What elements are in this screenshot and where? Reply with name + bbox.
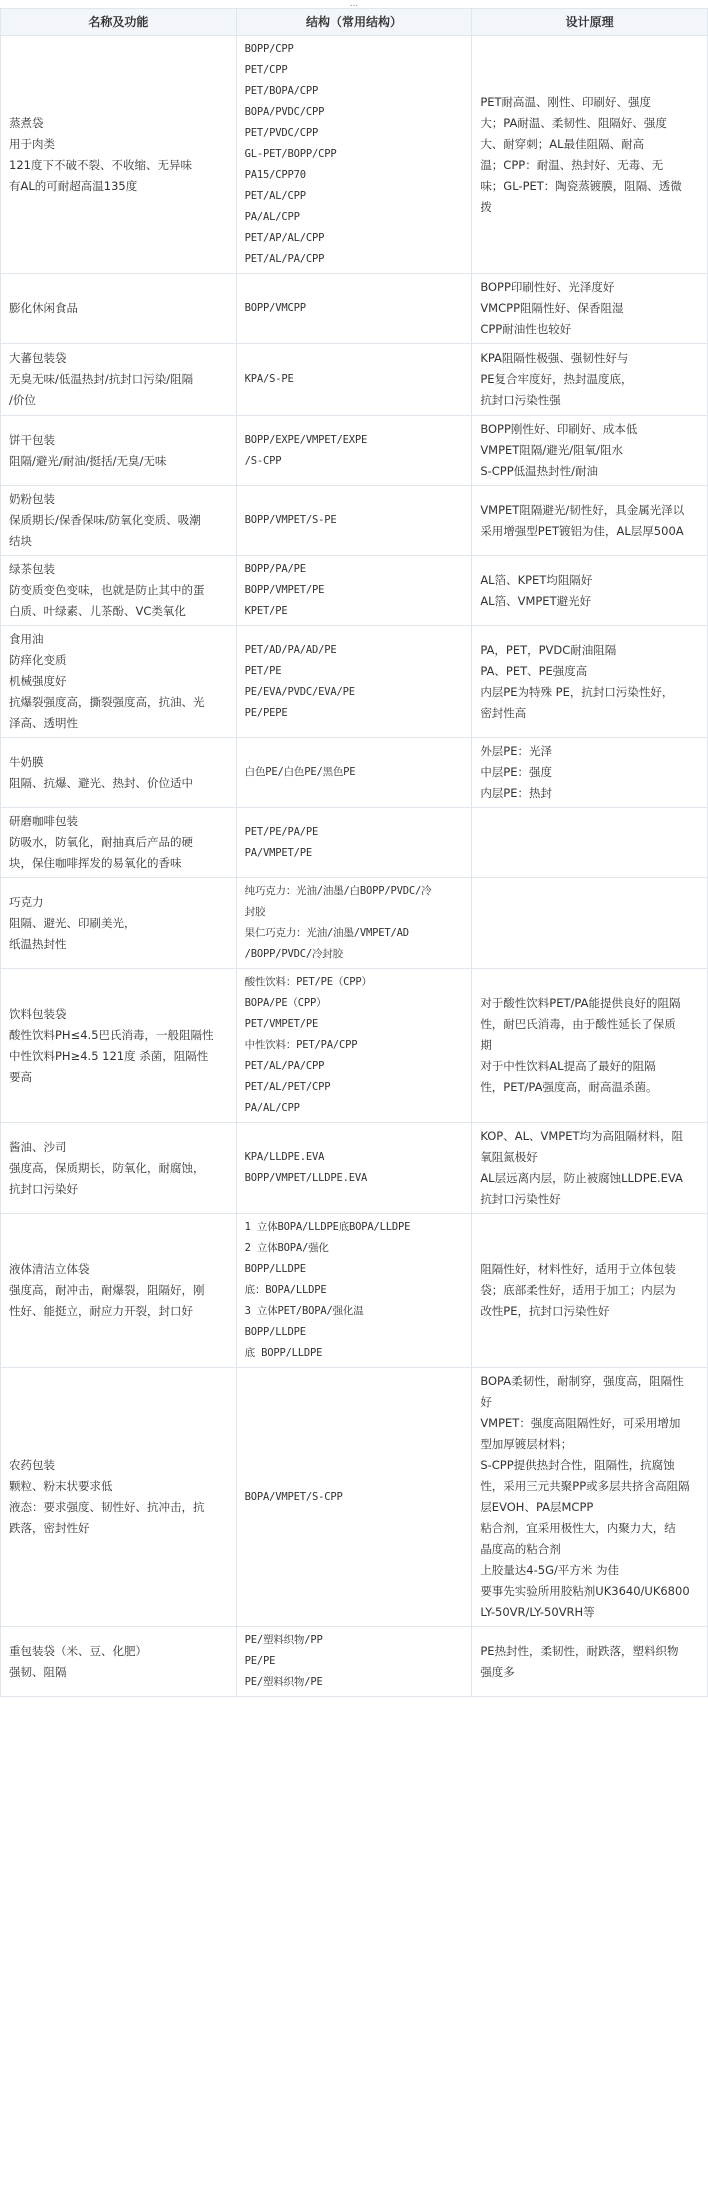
cell-structure-line: PET/AL/PA/CPP xyxy=(244,253,325,265)
cell-structure-line: PE/PEPE xyxy=(244,706,288,719)
cell-principle-line: BOPA柔韧性，耐制穿，强度高，阻隔性 xyxy=(480,1374,684,1388)
cell-structure-line: BOPP/VMPET/PE xyxy=(244,584,325,596)
cell-structure-line: BOPP/EXPE/VMPET/EXPE xyxy=(244,433,368,446)
cell-structure-line: PET/BOPA/CPP xyxy=(244,85,319,97)
cell-principle-line: KOP、AL、VMPET均为高阻隔材料，阻 xyxy=(480,1129,683,1143)
cell-structure-line: KPA/LLDPE.EVA xyxy=(244,1151,325,1163)
cell-name-line: 防变质变色变味，也就是防止其中的蛋 xyxy=(9,583,205,597)
cell-principle-line: 性，耐巴氏消毒，由于酸性延长了保质 xyxy=(480,1017,676,1031)
cell-structure-line: 底 BOPP/LLDPE xyxy=(244,1347,323,1359)
header-principle: 设计原理 xyxy=(472,9,708,36)
table-row xyxy=(1,738,708,808)
cell-structure-line: BOPP/PA/PE xyxy=(244,563,306,575)
cell-principle-line: 外层PE：光泽 xyxy=(480,744,553,758)
cell-principle xyxy=(472,969,708,1123)
table-row xyxy=(1,556,708,626)
cell-principle xyxy=(472,274,708,344)
cell-structure-line: 白色PE/白色PE/黑色PE xyxy=(244,766,356,778)
cell-name-line: 抗封口污染好 xyxy=(9,1181,78,1196)
cell-name xyxy=(1,626,237,738)
cell-principle-line: 层EVOH、PA层MCPP xyxy=(480,1500,594,1514)
cell-name xyxy=(1,344,237,416)
cell-name-line: 液体清洁立体袋 xyxy=(9,1262,90,1276)
cell-name-line: 防吸水，防氧化，耐抽真后产品的硬 xyxy=(9,835,193,849)
cell-name-line: 无臭无味/低温热封/抗封口污染/阻隔 xyxy=(9,372,194,386)
header-name: 名称及功能 xyxy=(1,9,237,36)
table-body xyxy=(1,36,708,1697)
cell-structure-line: PET/AD/PA/AD/PE xyxy=(244,643,337,656)
cell-principle-line: 大；PA耐温、柔韧性、阻隔好、强度 xyxy=(480,115,667,130)
cell-name-line: 饼干包装 xyxy=(9,432,55,447)
cell-principle-line: 采用增强型PET镀铝为佳，AL层厚500A xyxy=(480,523,684,538)
cell-principle-line: PA、PET、PE强度高 xyxy=(480,663,588,678)
cell-principle xyxy=(472,1123,708,1214)
cell-principle xyxy=(472,1627,708,1697)
cell-structure xyxy=(236,1368,472,1627)
cell-principle xyxy=(472,556,708,626)
cell-name xyxy=(1,416,237,486)
cell-structure xyxy=(236,808,472,878)
cell-structure-line: BOPP/VMCPP xyxy=(244,302,306,314)
cell-name-line: 有AL的可耐超高温135度 xyxy=(9,178,138,193)
cell-structure-line: PE/塑料织物/PE xyxy=(244,1676,323,1688)
cell-name-line: 块，保住咖啡挥发的易氧化的香味 xyxy=(9,856,182,870)
cell-name-line: 酸性饮料PH≤4.5巴氏消毒，一般阻隔性 xyxy=(9,1027,214,1042)
cell-principle-line: CPP耐油性也较好 xyxy=(480,322,572,336)
cell-principle-line: PET耐高温、刚性、印刷好、强度 xyxy=(480,94,652,109)
cell-principle-line: PE热封性，柔韧性，耐跌落，塑料织物 xyxy=(480,1643,679,1658)
cell-structure xyxy=(236,1627,472,1697)
cell-principle-line: KPA阻隔性极强、强韧性好与 xyxy=(480,351,629,365)
cell-structure-line: /BOPP/PVDC/冷封胶 xyxy=(244,948,343,960)
packaging-table xyxy=(0,8,708,1697)
cell-name-line: 农药包装 xyxy=(9,1458,55,1472)
cell-name-line: 强度高，保质期长，防氧化，耐腐蚀， xyxy=(9,1160,205,1175)
cell-principle-line: 温；CPP：耐温、热封好、无毒、无 xyxy=(480,157,664,172)
cell-principle-line: 对于酸性饮料PET/PA能提供良好的阻隔 xyxy=(480,996,681,1010)
cell-structure-line: PET/PVDC/CPP xyxy=(244,127,319,139)
cell-name-line: 保质期长/保香保味/防氧化变质、吸潮 xyxy=(9,513,201,527)
cell-principle-line: 阻隔性好，材料性好，适用于立体包装 xyxy=(480,1262,676,1276)
cell-principle-line: 改性PE，抗封口污染性好 xyxy=(480,1304,610,1318)
cell-name-line: 跌落，密封性好 xyxy=(9,1521,90,1535)
cell-structure-line: 底：BOPA/LLDPE xyxy=(244,1284,327,1296)
cell-principle xyxy=(472,878,708,969)
cell-principle-line: 强度多 xyxy=(480,1664,515,1679)
cell-principle-line: S-CPP低温热封性/耐油 xyxy=(480,464,599,478)
cell-principle xyxy=(472,344,708,416)
cell-principle-line: 密封性高 xyxy=(480,705,527,720)
cell-principle-line: S-CPP提供热封合性，阻隔性，抗腐蚀 xyxy=(480,1458,675,1472)
cell-structure-line: BOPP/CPP xyxy=(244,43,294,55)
cell-principle-line: 袋；底部柔性好，适用于加工；内层为 xyxy=(480,1283,676,1297)
cell-principle-line: PA，PET，PVDC耐油阻隔 xyxy=(480,642,617,657)
cell-name-line: 阻隔、避光、印刷美光， xyxy=(9,915,136,930)
cell-name xyxy=(1,1627,237,1697)
cell-structure-line: 果仁巧克力：光油/油墨/VMPET/AD xyxy=(244,927,409,939)
cell-principle-line: VMPET阻隔避光/韧性好，具金属光泽以 xyxy=(480,502,685,517)
cell-name-line: 抗爆裂强度高，撕裂强度高，抗油、光 xyxy=(9,695,205,709)
cell-name xyxy=(1,1214,237,1368)
cell-name xyxy=(1,738,237,808)
cell-principle-line: 粘合剂，宜采用极性大，内聚力大，结 xyxy=(480,1521,676,1535)
cell-name-line: 中性饮料PH≥4.5 121度 杀菌，阻隔性 xyxy=(9,1048,209,1063)
table-row xyxy=(1,808,708,878)
cell-name xyxy=(1,969,237,1123)
cell-principle-line: AL层远离内层，防止被腐蚀LLDPE.EVA xyxy=(480,1171,683,1185)
header-structure: 结构（常用结构） xyxy=(236,9,472,36)
cell-name-line: 大蕃包装袋 xyxy=(9,351,67,365)
cell-structure xyxy=(236,1214,472,1368)
cell-principle xyxy=(472,1214,708,1368)
cell-principle xyxy=(472,808,708,878)
cell-structure-line: BOPP/LLDPE xyxy=(244,1263,306,1275)
cell-principle xyxy=(472,416,708,486)
cell-structure-line: PET/CPP xyxy=(244,64,288,76)
cell-principle-line: 内层PE为特殊 PE，抗封口污染性好， xyxy=(480,684,674,699)
cell-principle-line: 期 xyxy=(480,1038,492,1052)
cell-structure xyxy=(236,274,472,344)
cell-structure-line: BOPA/PVDC/CPP xyxy=(244,106,325,118)
cell-name-line: 121度下不破不裂、不收缩、无异味 xyxy=(9,157,192,172)
cell-principle-line: VMPET阻隔/避光/阻氧/阻水 xyxy=(480,443,623,457)
cell-structure-line: KPET/PE xyxy=(244,605,288,617)
cell-structure-line: GL-PET/BOPP/CPP xyxy=(244,148,337,160)
cell-structure-line: 纯巧克力：光油/油墨/白BOPP/PVDC/冷 xyxy=(244,885,432,897)
cell-name xyxy=(1,1368,237,1627)
cell-principle xyxy=(472,36,708,274)
cell-structure-line: BOPP/LLDPE xyxy=(244,1326,306,1338)
cell-structure-line: PET/AL/CPP xyxy=(244,190,306,202)
cell-principle-line: 抗封口污染性好 xyxy=(480,1192,561,1206)
cell-structure xyxy=(236,344,472,416)
cell-name xyxy=(1,808,237,878)
cell-name xyxy=(1,274,237,344)
cell-name-line: 巧克力 xyxy=(9,894,44,909)
cell-principle-line: PE复合牢度好，热封温度底， xyxy=(480,372,633,386)
cell-structure-line: PET/AL/PET/CPP xyxy=(244,1081,331,1093)
table-row xyxy=(1,1627,708,1697)
cell-principle-line: 内层PE：热封 xyxy=(480,786,553,800)
cell-principle xyxy=(472,1368,708,1627)
cell-structure-line: BOPA/VMPET/S-CPP xyxy=(244,1490,343,1503)
cell-name-line: 性好、能挺立，耐应力开裂，封口好 xyxy=(9,1304,193,1318)
cell-principle-line: 拨 xyxy=(480,199,492,214)
cell-name xyxy=(1,878,237,969)
table-row xyxy=(1,969,708,1123)
cell-name-line: 白质、叶绿素、儿茶酚、VC类氧化 xyxy=(9,604,186,618)
cell-name-line: 纸温热封性 xyxy=(9,936,67,951)
cell-structure-line: PA/VMPET/PE xyxy=(244,846,312,859)
table-row xyxy=(1,1368,708,1627)
cell-principle xyxy=(472,626,708,738)
cell-principle-line: BOPP印刷性好、光泽度好 xyxy=(480,280,615,294)
cell-name-line: 防痒化变质 xyxy=(9,653,67,667)
cell-name xyxy=(1,486,237,556)
cell-principle-line: 大、耐穿刺；AL最佳阻隔、耐高 xyxy=(480,136,645,151)
table-row xyxy=(1,1123,708,1214)
cell-structure-line: 酸性饮料：PET/PE（CPP） xyxy=(244,976,372,988)
cell-structure xyxy=(236,1123,472,1214)
cell-structure-line: KPA/S-PE xyxy=(244,373,294,385)
cell-principle-line: 性，PET/PA强度高，耐高温杀菌。 xyxy=(480,1080,658,1094)
cell-name-line: 液态：要求强度、韧性好、抗冲击，抗 xyxy=(9,1500,205,1514)
cell-structure-line: 中性饮料：PET/PA/CPP xyxy=(244,1039,358,1051)
cell-structure-line: PET/AP/AL/CPP xyxy=(244,232,325,244)
cell-structure xyxy=(236,36,472,274)
cell-name xyxy=(1,556,237,626)
cell-structure-line: PA/AL/CPP xyxy=(244,1102,300,1114)
cell-principle-line: VMPET：强度高阻隔性好，可采用增加 xyxy=(480,1416,681,1430)
cell-structure xyxy=(236,486,472,556)
cell-principle-line: 上胶量达4-5G/平方米 为佳 xyxy=(480,1563,620,1577)
cell-name-line: 重包装袋（米、豆、化肥） xyxy=(9,1643,147,1658)
cell-structure-line: 3 立体PET/BOPA/强化温 xyxy=(244,1305,364,1317)
cell-structure xyxy=(236,738,472,808)
cell-name-line: 要高 xyxy=(9,1069,32,1084)
table-row xyxy=(1,36,708,274)
cell-structure xyxy=(236,878,472,969)
cell-principle-line: LY-50VR/LY-50VRH等 xyxy=(480,1605,595,1619)
cell-principle-line: 对于中性饮料AL提高了最好的阻隔 xyxy=(480,1059,656,1073)
table-row xyxy=(1,1214,708,1368)
cell-structure-line: BOPP/VMPET/S-PE xyxy=(244,514,337,526)
cell-principle xyxy=(472,486,708,556)
cell-name-line: 绿茶包装 xyxy=(9,562,55,576)
cell-name-line: 膨化休闲食品 xyxy=(9,301,78,315)
cell-structure-line: 封胶 xyxy=(244,906,266,918)
cell-principle-line: 要事先实验所用胶粘剂UK3640/UK6800 xyxy=(480,1584,690,1598)
cell-name-line: 研磨咖啡包装 xyxy=(9,814,78,828)
cell-principle-line: 晶度高的粘合剂 xyxy=(480,1542,561,1556)
table-caption: ... xyxy=(349,0,359,8)
cell-structure-line: PET/PE xyxy=(244,664,282,677)
cell-name-line: 泽高、透明性 xyxy=(9,716,78,730)
cell-structure-line: PA15/CPP70 xyxy=(244,169,306,181)
cell-structure-line: 2 立体BOPA/强化 xyxy=(244,1242,329,1254)
cell-principle xyxy=(472,738,708,808)
cell-structure xyxy=(236,416,472,486)
cell-principle-line: 性，采用三元共聚PP或多层共挤含高阻隔 xyxy=(480,1479,690,1493)
cell-principle-line: AL箔、KPET均阻隔好 xyxy=(480,572,593,587)
cell-name xyxy=(1,1123,237,1214)
cell-principle-line: 好 xyxy=(480,1395,492,1409)
cell-structure xyxy=(236,969,472,1123)
cell-principle-line: 型加厚镀层材料； xyxy=(480,1437,573,1451)
cell-name-line: 结块 xyxy=(9,534,32,548)
cell-structure-line: PA/AL/CPP xyxy=(244,211,300,223)
cell-name-line: 机械强度好 xyxy=(9,674,67,688)
cell-name-line: /价位 xyxy=(9,393,36,407)
cell-name-line: 阻隔、抗爆、避光、热封、价位适中 xyxy=(9,775,193,790)
cell-name-line: 阻隔/避光/耐油/挺括/无臭/无味 xyxy=(9,453,167,468)
cell-name-line: 酱油、沙司 xyxy=(9,1139,67,1154)
cell-principle-line: 抗封口污染性强 xyxy=(480,393,561,407)
cell-structure-line: PET/AL/PA/CPP xyxy=(244,1060,325,1072)
cell-structure xyxy=(236,556,472,626)
cell-name-line: 奶粉包装 xyxy=(9,492,55,506)
cell-name-line: 牛奶膜 xyxy=(9,754,44,769)
table-row xyxy=(1,416,708,486)
cell-name-line: 强韧、阻隔 xyxy=(9,1664,67,1679)
table-row xyxy=(1,626,708,738)
cell-principle-line: 中层PE：强度 xyxy=(480,765,553,779)
cell-principle-line: AL箔、VMPET避光好 xyxy=(480,593,592,608)
cell-structure-line: PET/PE/PA/PE xyxy=(244,825,319,838)
cell-structure-line: PET/VMPET/PE xyxy=(244,1018,319,1030)
cell-principle-line: 氧阻氮极好 xyxy=(480,1150,538,1164)
cell-structure-line: /S-CPP xyxy=(244,454,282,467)
table-row xyxy=(1,274,708,344)
cell-structure-line: BOPA/PE（CPP） xyxy=(244,997,327,1009)
cell-structure xyxy=(236,626,472,738)
cell-structure-line: PE/塑料织物/PP xyxy=(244,1634,323,1646)
cell-structure-line: BOPP/VMPET/LLDPE.EVA xyxy=(244,1172,368,1184)
cell-name-line: 颗粒、粉末状要求低 xyxy=(9,1479,113,1493)
cell-structure-line: 1 立体BOPA/LLDPE底BOPA/LLDPE xyxy=(244,1221,411,1233)
table-row xyxy=(1,878,708,969)
cell-structure-line: PE/EVA/PVDC/EVA/PE xyxy=(244,685,355,698)
cell-name-line: 饮料包装袋 xyxy=(9,1006,67,1021)
table-header-row xyxy=(1,9,708,36)
cell-name-line: 食用油 xyxy=(9,632,44,646)
table-row xyxy=(1,344,708,416)
cell-principle-line: VMCPP阻隔性好、保香阻湿 xyxy=(480,301,624,315)
table-row xyxy=(1,486,708,556)
cell-structure-line: PE/PE xyxy=(244,1655,276,1667)
cell-name-line: 蒸煮袋 xyxy=(9,115,44,130)
cell-name-line: 用于肉类 xyxy=(9,136,55,151)
cell-name-line: 强度高，耐冲击，耐爆裂，阻隔好，刚 xyxy=(9,1283,205,1297)
cell-principle-line: 味；GL-PET：陶瓷蒸镀膜，阻隔、透微 xyxy=(480,178,682,193)
cell-principle-line: BOPP刚性好、印刷好、成本低 xyxy=(480,422,638,436)
cell-name xyxy=(1,36,237,274)
